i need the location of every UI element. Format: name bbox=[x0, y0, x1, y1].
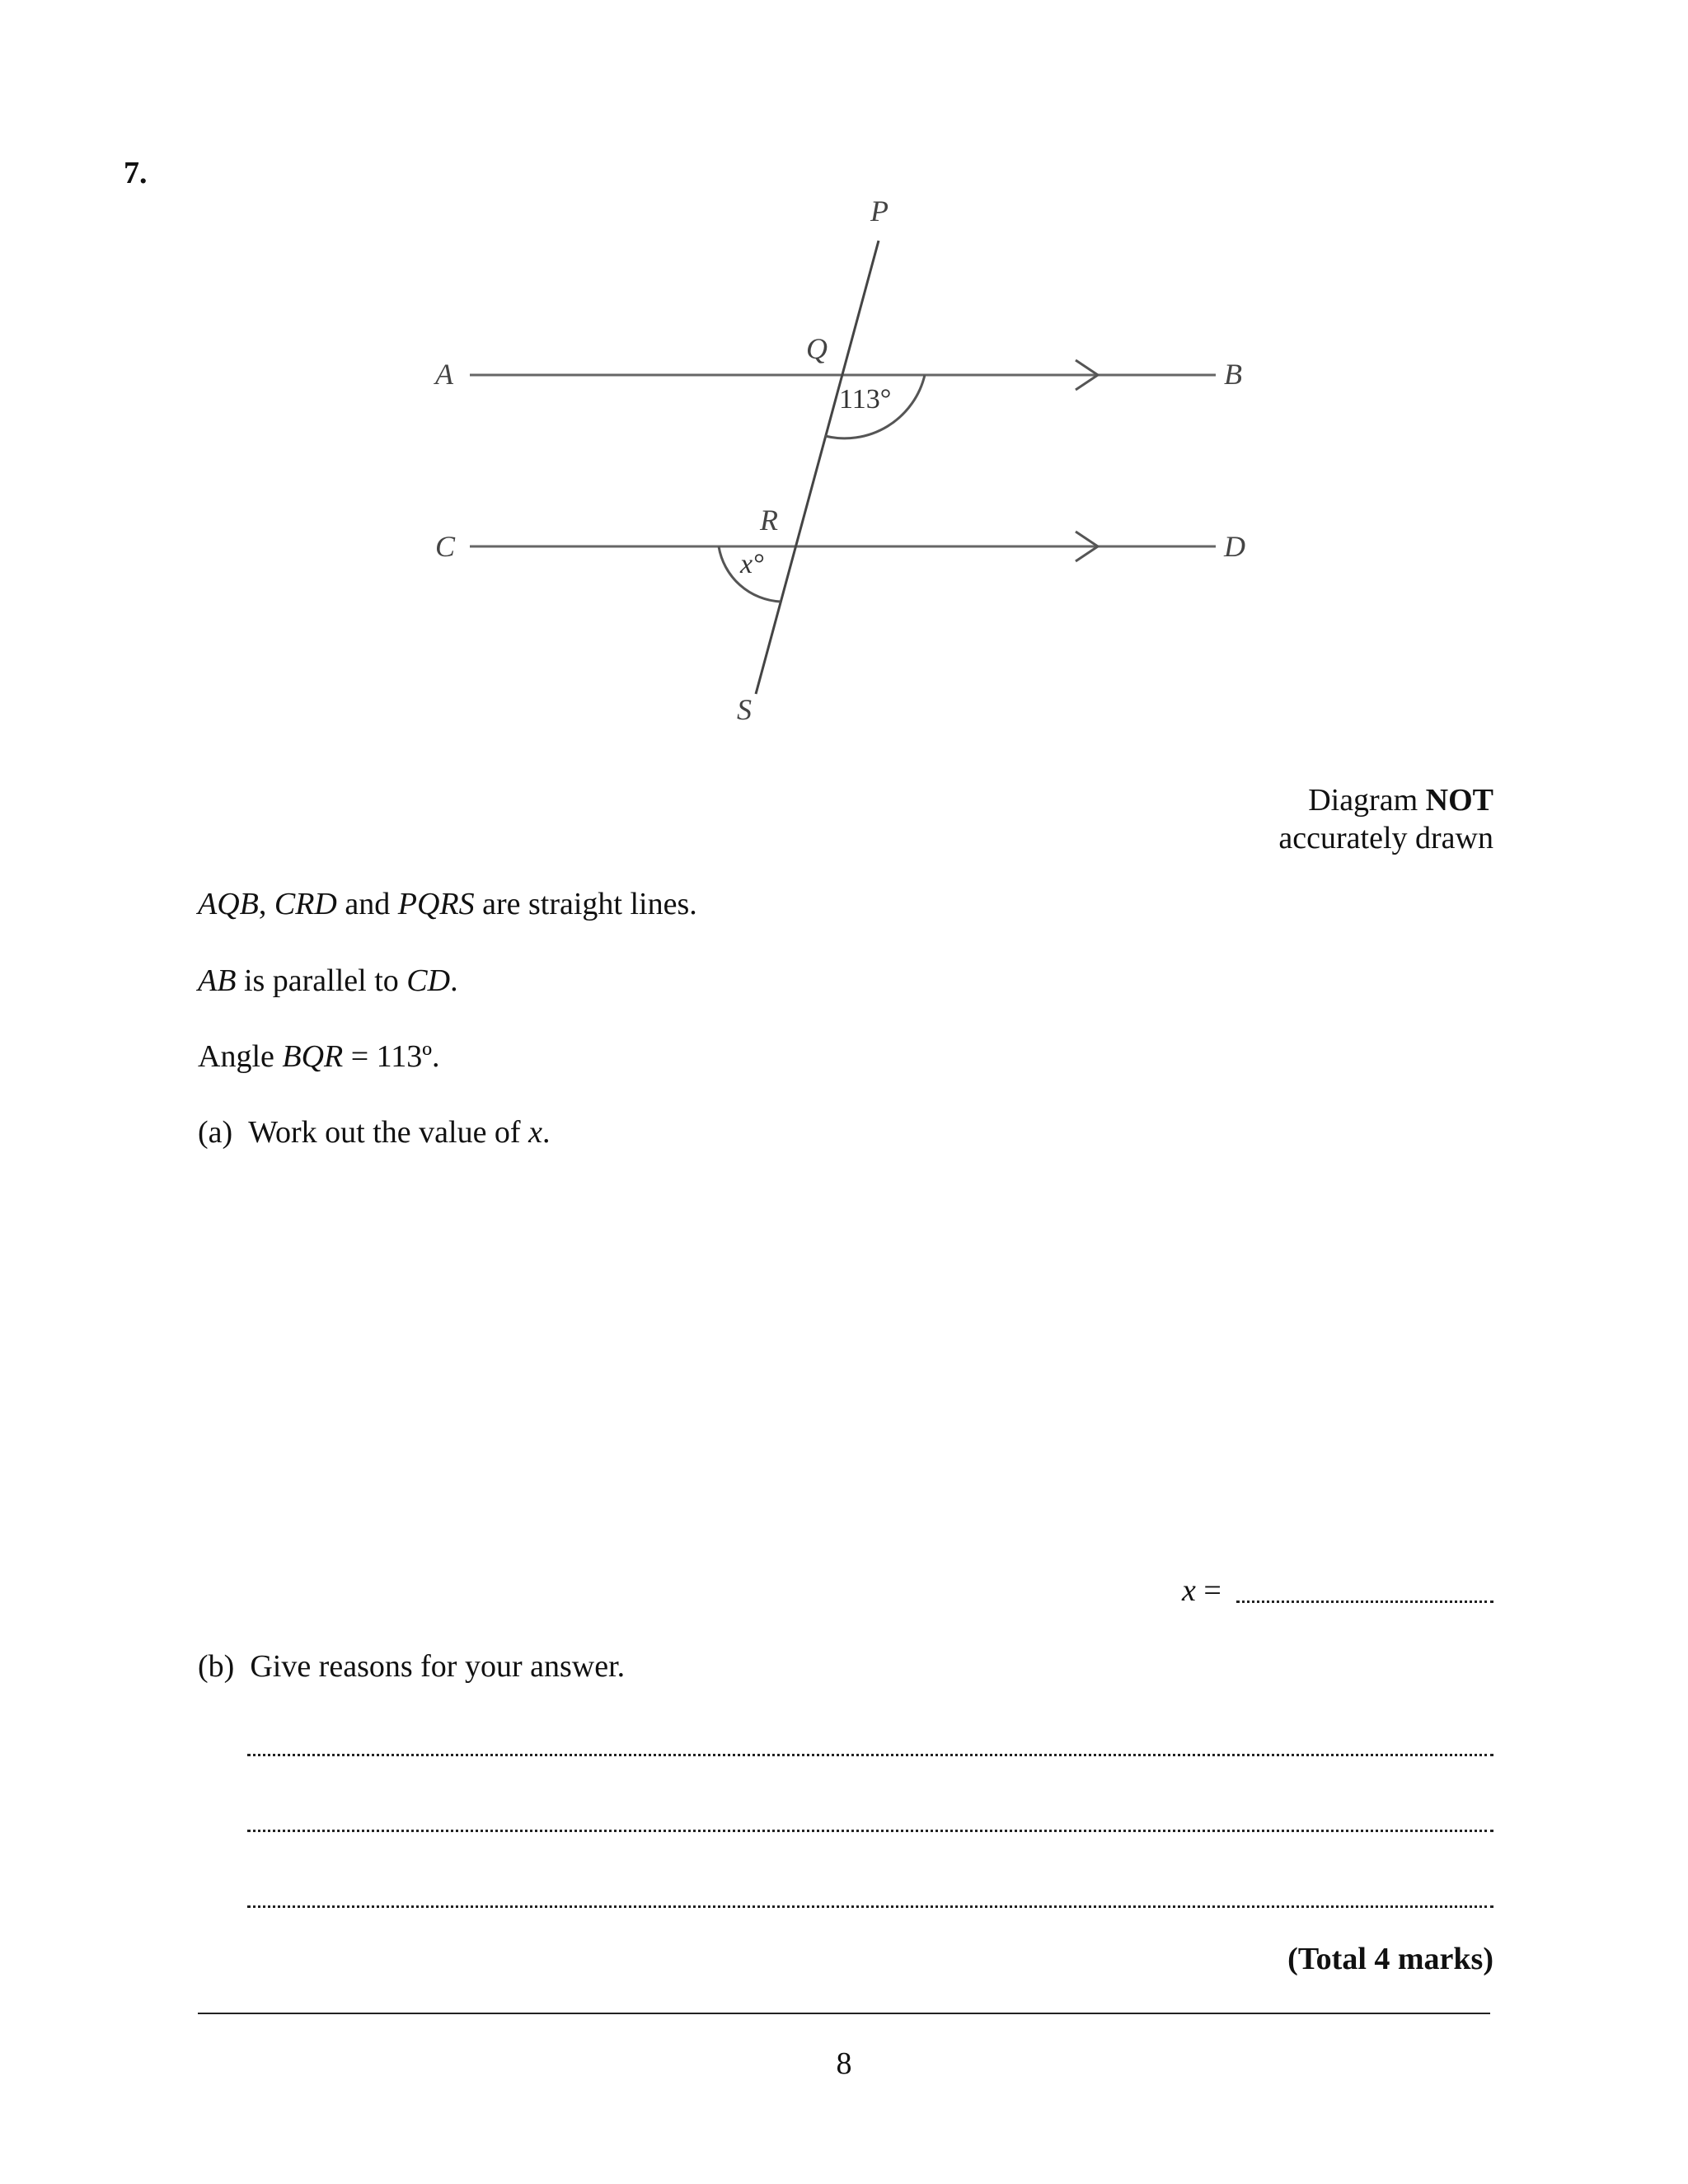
parallel-lines-diagram bbox=[412, 190, 1302, 750]
label-q: Q bbox=[806, 332, 828, 365]
divider bbox=[198, 2013, 1490, 2014]
statement-straight-lines: AQB, CRD and PQRS are straight lines. bbox=[198, 887, 697, 921]
part-b-question: (b) Give reasons for your answer. bbox=[198, 1649, 626, 1684]
answer-x-field[interactable] bbox=[1236, 1601, 1493, 1603]
label-d: D bbox=[1224, 530, 1245, 563]
label-p: P bbox=[870, 194, 889, 227]
label-c: C bbox=[435, 530, 456, 563]
reason-line-1[interactable] bbox=[247, 1754, 1493, 1756]
label-s: S bbox=[737, 693, 752, 726]
angle-label-113: 113° bbox=[839, 384, 892, 415]
part-a-question: (a) Work out the value of x. bbox=[198, 1115, 551, 1150]
line-pqrs bbox=[756, 241, 879, 694]
angle-label-x: x° bbox=[740, 549, 764, 579]
answer-x-label: x = bbox=[1182, 1573, 1221, 1608]
label-b: B bbox=[1224, 358, 1242, 391]
diagram-note: Diagram NOT accurately drawn bbox=[1278, 783, 1493, 855]
reason-line-3[interactable] bbox=[247, 1905, 1493, 1908]
total-marks: (Total 4 marks) bbox=[1287, 1942, 1493, 1976]
page-number: 8 bbox=[836, 2046, 852, 2081]
statement-angle: Angle BQR = 113º. bbox=[198, 1039, 440, 1074]
statement-parallel: AB is parallel to CD. bbox=[198, 963, 458, 998]
question-number: 7. bbox=[124, 156, 148, 190]
label-a: A bbox=[435, 358, 453, 391]
label-r: R bbox=[760, 504, 778, 537]
reason-line-2[interactable] bbox=[247, 1830, 1493, 1832]
